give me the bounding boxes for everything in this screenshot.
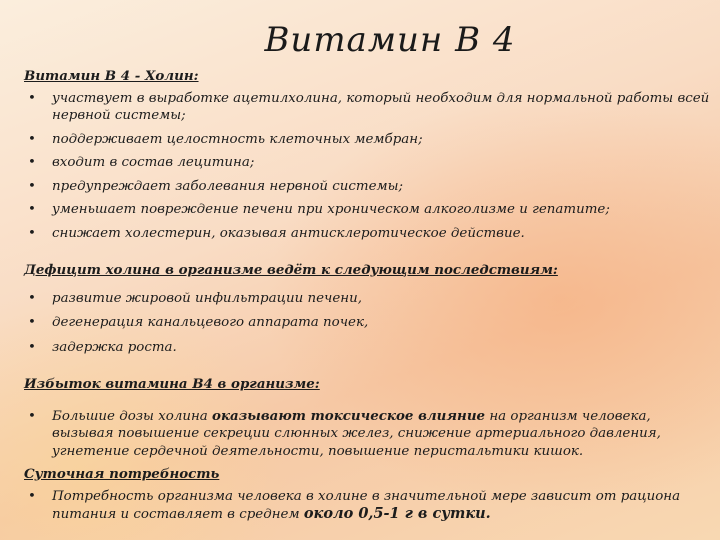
- section-heading-daily-need: Суточная потребность: [24, 466, 220, 482]
- list-item: [24, 408, 714, 461]
- daily-need-text: Потребность организма человека в холине в значительной мере зависит от рациона питания и составляет в среднем: [52, 488, 681, 522]
- list-item: • поддерживает целостность клеточных мембран;: [24, 131, 714, 149]
- list-item: • предупреждает заболевания нервной системы;: [24, 178, 714, 196]
- section-heading-excess: Избыток витамина В4 в организме:: [24, 376, 320, 392]
- section-heading-choline: Витамин В 4 - Холин:: [24, 68, 199, 84]
- section-heading-deficit: Дефицит холина в организме ведёт к следующим последствиям:: [24, 262, 558, 278]
- slide-title: Витамин В 4: [264, 20, 516, 60]
- daily-need-list: [24, 488, 714, 524]
- list-item: • участвует в выработке ацетилхолина, который необходим для нормальной работы всей нервной системы;: [24, 90, 714, 125]
- excess-list: [24, 408, 714, 461]
- excess-text-bold: оказывают токсическое влияние: [212, 407, 486, 424]
- list-item: • входит в состав лецитина;: [24, 154, 714, 172]
- slide-content: [24, 68, 714, 530]
- list-item: • дегенерация канальцевого аппарата почек,: [24, 314, 714, 332]
- daily-need-amount: около 0,5-1 г в сутки.: [303, 505, 491, 522]
- choline-functions-list: [24, 90, 714, 243]
- list-item: • развитие жировой инфильтрации печени,: [24, 290, 714, 308]
- list-item: • уменьшает повреждение печени при хроническом алкоголизме и гепатите;: [24, 201, 714, 219]
- list-item: • задержка роста.: [24, 339, 714, 357]
- deficit-list: [24, 290, 714, 357]
- list-item: [24, 488, 714, 524]
- excess-text-end: на организм человека, вызывая повышение секреции слюнных желез, снижение артериального давления, угнетение сердечной деятельности, повышение перистальтики кишок.: [52, 408, 661, 459]
- list-item: • снижает холестерин, оказывая антисклеротическое действие.: [24, 225, 714, 243]
- excess-text-start: Большие дозы холина: [52, 408, 213, 424]
